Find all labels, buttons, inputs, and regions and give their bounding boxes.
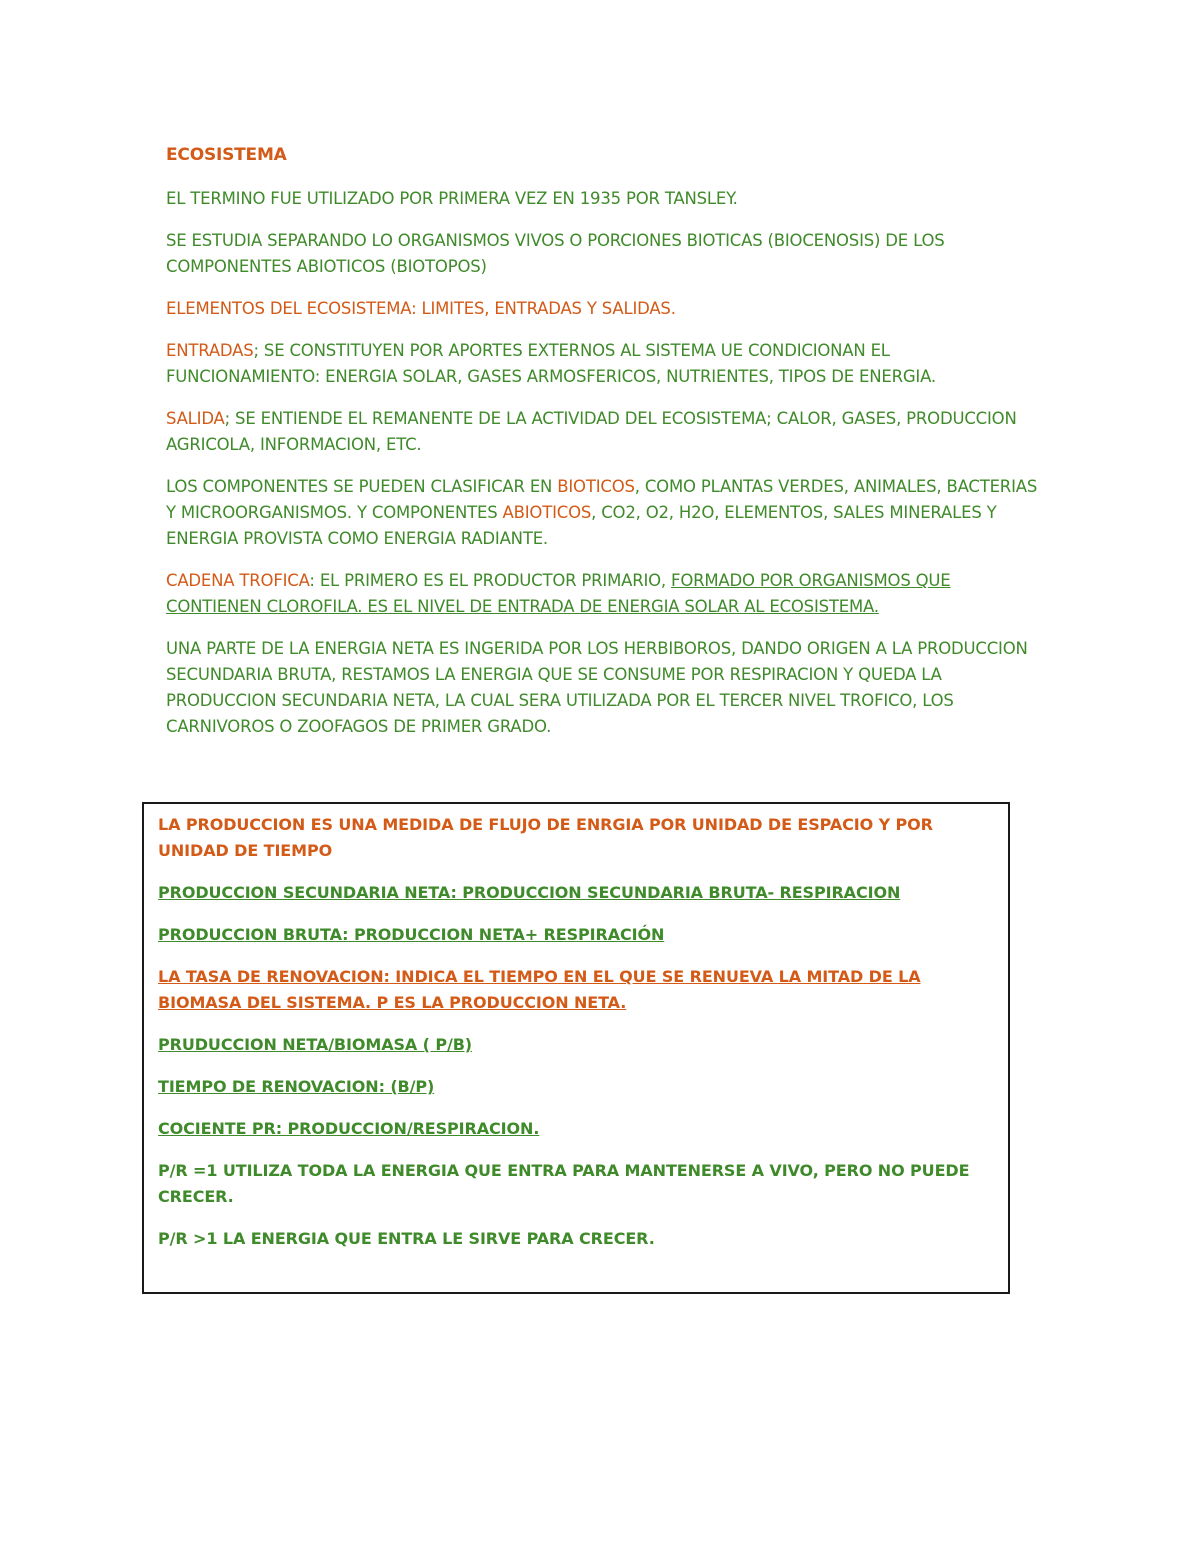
paragraph-salida: [166, 406, 1046, 458]
produccion-box: [142, 802, 1010, 1294]
box-produccion-bruta: PRODUCCION BRUTA: PRODUCCION NETA+ RESPIRACIÓN: [158, 925, 665, 944]
box-cociente-pr: COCIENTE PR: PRODUCCION/RESPIRACION.: [158, 1119, 540, 1138]
paragraph-cadena-trofica: [166, 568, 1046, 620]
box-produccion-definicion: LA PRODUCCION ES UNA MEDIDA DE FLUJO DE ENRGIA POR UNIDAD DE ESPACIO Y POR UNIDAD DE TIEMPO: [158, 815, 933, 860]
bioticos-keyword: BIOTICOS: [557, 477, 635, 496]
paragraph-biocenosis: SE ESTUDIA SEPARANDO LO ORGANISMOS VIVOS O PORCIONES BIOTICAS (BIOCENOSIS) DE LOS COMPONENTES ABIOTICOS (BIOTOPOS): [166, 231, 945, 276]
paragraph-componentes: [166, 474, 1046, 552]
box-pr-igual-uno: P/R =1 UTILIZA TODA LA ENERGIA QUE ENTRA PARA MANTENERSE A VIVO, PERO NO PUEDE CRECER.: [158, 1161, 970, 1206]
entradas-text: ; SE CONSTITUYEN POR APORTES EXTERNOS AL SISTEMA UE CONDICIONAN EL FUNCIONAMIENTO: ENERGIA SOLAR, GASES ARMOSFERICOS, NUTRIENTES, TIPOS DE ENERGIA.: [166, 341, 936, 386]
paragraph-energia-neta: UNA PARTE DE LA ENERGIA NETA ES INGERIDA POR LOS HERBIBOROS, DANDO ORIGEN A LA PRODUCCION SECUNDARIA BRUTA, RESTAMOS LA ENERGIA QUE SE CONSUME POR RESPIRACION Y QUEDA LA PRODUCCION SECUNDARIA NETA, LA CUAL SERA UTILIZADA POR EL TERCER NIVEL TROFICO, LOS CARNIVOROS O ZOOFAGOS DE PRIMER GRADO.: [166, 639, 1028, 736]
box-tiempo-renovacion: TIEMPO DE RENOVACION: (B/P): [158, 1077, 435, 1096]
box-tasa-renovacion: LA TASA DE RENOVACION: INDICA EL TIEMPO EN EL QUE SE RENUEVA LA MITAD DE LA BIOMASA DEL SISTEMA. P ES LA PRODUCCION NETA.: [158, 967, 921, 1012]
entradas-label: ENTRADAS: [166, 341, 254, 360]
paragraph-entradas: [166, 338, 1046, 390]
salida-text: ; SE ENTIENDE EL REMANENTE DE LA ACTIVIDAD DEL ECOSISTEMA; CALOR, GASES, PRODUCCION AGRICOLA, INFORMACION, ETC.: [166, 409, 1017, 454]
cadena-trofica-text: : EL PRIMERO ES EL PRODUCTOR PRIMARIO,: [309, 571, 672, 590]
abioticos-keyword: ABIOTICOS: [502, 503, 592, 522]
salida-label: SALIDA: [166, 409, 225, 428]
document-title: ECOSISTEMA: [166, 145, 287, 165]
cadena-trofica-label: CADENA TROFICA: [166, 571, 310, 590]
paragraph-tansley: EL TERMINO FUE UTILIZADO POR PRIMERA VEZ EN 1935 POR TANSLEY.: [166, 189, 738, 208]
box-produccion-biomasa: PRUDUCCION NETA/BIOMASA ( P/B): [158, 1035, 473, 1054]
componentes-text-3: , CO2, O2, H2O, ELEMENTOS, SALES MINERALES Y ENERGIA PROVISTA COMO ENERGIA RADIANTE.: [166, 503, 997, 548]
componentes-text-1: LOS COMPONENTES SE PUEDEN CLASIFICAR EN: [166, 477, 558, 496]
cadena-trofica-underlined: FORMADO POR ORGANISMOS QUE CONTIENEN CLOROFILA. ES EL NIVEL DE ENTRADA DE ENERGIA SOLAR AL ECOSISTEMA.: [166, 571, 951, 616]
paragraph-elementos: ELEMENTOS DEL ECOSISTEMA: LIMITES, ENTRADAS Y SALIDAS.: [166, 299, 676, 318]
box-pr-mayor-uno: P/R >1 LA ENERGIA QUE ENTRA LE SIRVE PARA CRECER.: [158, 1229, 655, 1248]
document-body: [166, 142, 1046, 756]
box-produccion-secundaria-neta: PRODUCCION SECUNDARIA NETA: PRODUCCION SECUNDARIA BRUTA- RESPIRACION: [158, 883, 901, 902]
componentes-text-2: , COMO PLANTAS VERDES, ANIMALES, BACTERIAS Y MICROORGANISMOS. Y COMPONENTES: [166, 477, 1038, 522]
